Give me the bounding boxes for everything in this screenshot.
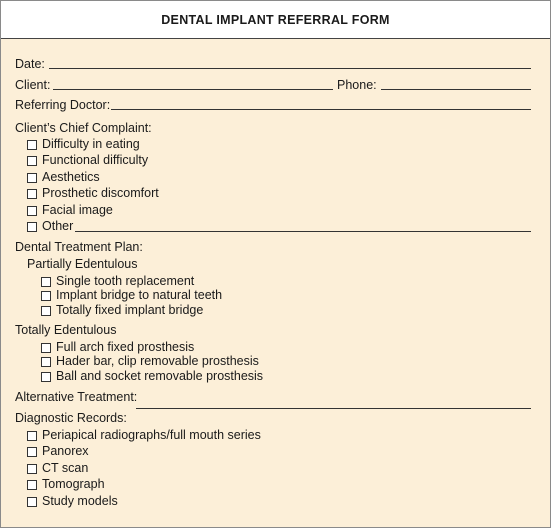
referring-doctor-label: Referring Doctor:: [15, 98, 111, 112]
other-complaint-field[interactable]: [75, 231, 531, 232]
diagnostic-option-study-models[interactable]: [27, 494, 118, 509]
checkbox[interactable]: [27, 140, 37, 150]
checkbox[interactable]: [41, 306, 51, 316]
complaint-option-facial[interactable]: [27, 203, 113, 218]
alternative-treatment-label: Alternative Treatment:: [15, 390, 138, 404]
option-label: Facial image: [42, 203, 113, 217]
complaint-option-eating[interactable]: [27, 137, 140, 152]
checkbox[interactable]: [41, 343, 51, 353]
diagnostic-option-periapical[interactable]: [27, 428, 261, 443]
totally-edentulous-heading: Totally Edentulous: [15, 323, 117, 337]
date-label: Date:: [15, 57, 45, 71]
partial-option-single-tooth[interactable]: [41, 274, 194, 289]
option-label: Aesthetics: [42, 170, 100, 184]
phone-label: Phone:: [337, 78, 377, 92]
total-option-ball-socket[interactable]: [41, 369, 263, 384]
checkbox[interactable]: [41, 277, 51, 287]
option-label: Tomograph: [42, 477, 105, 491]
option-label: Panorex: [42, 444, 89, 458]
phone-field[interactable]: [381, 89, 531, 90]
option-label: Hader bar, clip removable prosthesis: [56, 354, 259, 368]
option-label: CT scan: [42, 461, 89, 475]
complaint-option-functional[interactable]: [27, 153, 148, 168]
diagnostic-option-panorex[interactable]: [27, 444, 89, 459]
treatment-plan-heading: Dental Treatment Plan:: [15, 240, 143, 254]
checkbox[interactable]: [27, 480, 37, 490]
diagnostic-option-tomograph[interactable]: [27, 477, 105, 492]
option-label: Periapical radiographs/full mouth series: [42, 428, 261, 442]
checkbox[interactable]: [41, 357, 51, 367]
complaint-option-aesthetics[interactable]: [27, 170, 100, 185]
option-label: Full arch fixed prosthesis: [56, 340, 195, 354]
checkbox[interactable]: [27, 189, 37, 199]
total-option-hader-bar[interactable]: [41, 354, 259, 369]
checkbox[interactable]: [27, 206, 37, 216]
option-label: Prosthetic discomfort: [42, 186, 159, 200]
checkbox[interactable]: [27, 431, 37, 441]
checkbox[interactable]: [27, 156, 37, 166]
option-label: Other: [42, 219, 74, 233]
date-field[interactable]: [49, 68, 531, 69]
diagnostic-option-ct-scan[interactable]: [27, 461, 88, 476]
option-label: Totally fixed implant bridge: [56, 303, 204, 317]
option-label: Ball and socket removable prosthesis: [56, 369, 264, 383]
total-option-full-arch[interactable]: [41, 340, 194, 355]
checkbox[interactable]: [27, 173, 37, 183]
client-label: Client:: [15, 78, 51, 92]
checkbox[interactable]: [41, 372, 51, 382]
complaint-option-prosthetic[interactable]: [27, 186, 159, 201]
partially-edentulous-heading: Partially Edentulous: [27, 257, 138, 271]
partial-option-implant-bridge[interactable]: [41, 288, 222, 303]
partial-option-fixed-bridge[interactable]: [41, 303, 203, 318]
form-title: DENTAL IMPLANT REFERRAL FORM: [161, 12, 390, 27]
option-label: Functional difficulty: [42, 153, 149, 167]
checkbox[interactable]: [27, 464, 37, 474]
option-label: Implant bridge to natural teeth: [56, 288, 223, 302]
checkbox[interactable]: [27, 447, 37, 457]
checkbox[interactable]: [27, 222, 37, 232]
title-bar: [1, 1, 550, 39]
complaint-option-other[interactable]: [27, 219, 73, 234]
diagnostic-records-heading: Diagnostic Records:: [15, 411, 127, 425]
option-label: Difficulty in eating: [42, 137, 140, 151]
checkbox[interactable]: [41, 291, 51, 301]
alternative-treatment-field[interactable]: [136, 408, 531, 409]
checkbox[interactable]: [27, 497, 37, 507]
option-label: Study models: [42, 494, 118, 508]
option-label: Single tooth replacement: [56, 274, 195, 288]
client-field[interactable]: [53, 89, 333, 90]
referring-doctor-field[interactable]: [111, 109, 531, 110]
chief-complaint-heading: Client’s Chief Complaint:: [15, 121, 152, 135]
